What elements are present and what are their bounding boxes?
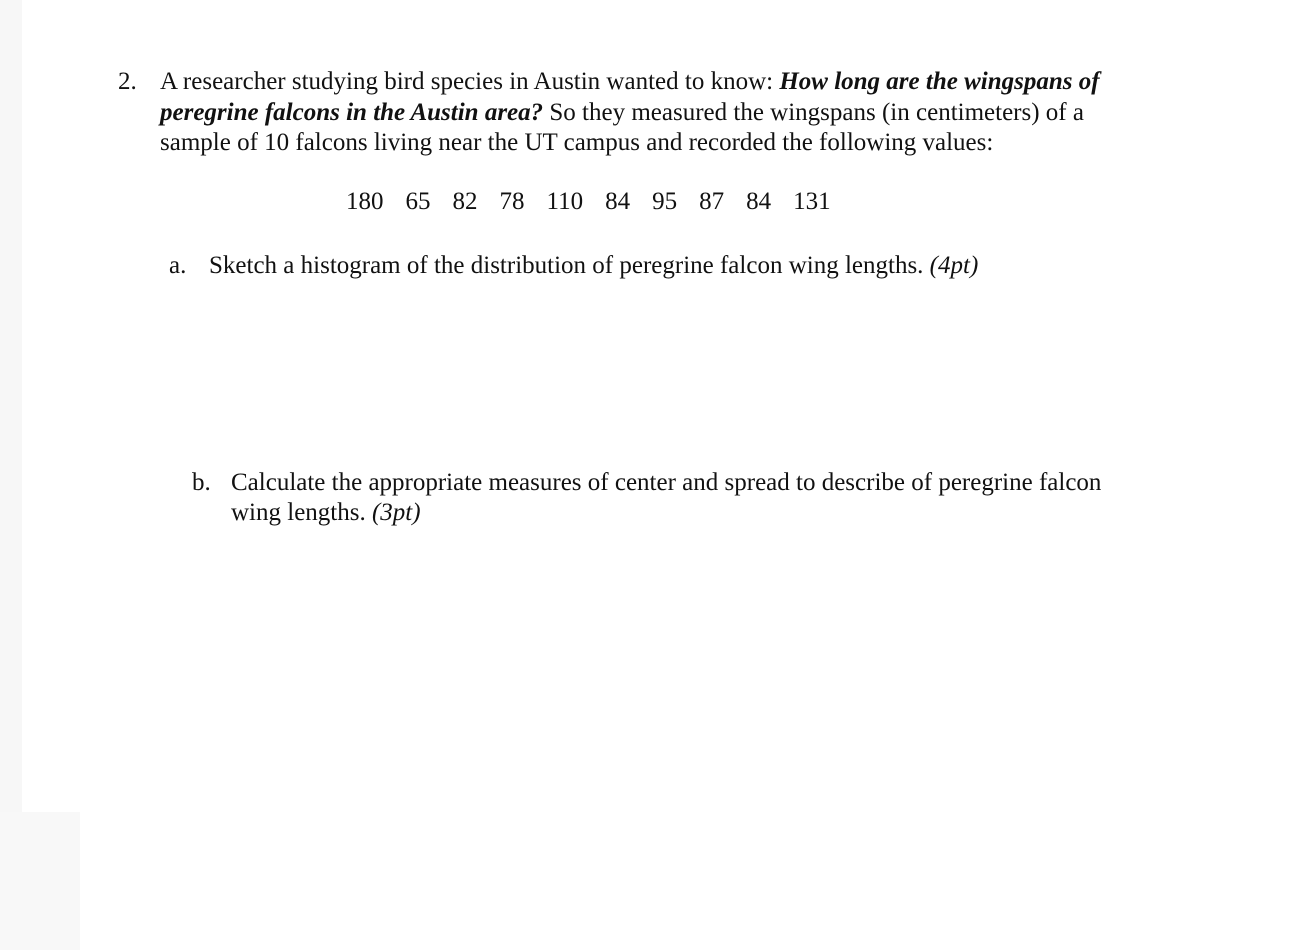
value-item: 87 (699, 188, 725, 215)
value-item: 84 (605, 188, 631, 215)
value-item: 82 (452, 188, 478, 215)
part-b-line-2 (231, 498, 1161, 528)
part-b-marker: b. (192, 469, 211, 496)
wingspan-values (346, 187, 831, 217)
research-question-part-1: How long are the wingspans of (779, 68, 1100, 95)
question-method: So they measured the wingspans (in centimeters) of a (543, 98, 1084, 126)
question-line-3: sample of 10 falcons living near the UT campus and recorded the following values: (160, 129, 994, 156)
part-b-body (231, 468, 1161, 528)
question-number: 2. (118, 68, 137, 95)
part-b-points: (3pt) (371, 499, 421, 526)
left-margin-strip (0, 0, 22, 812)
part-a-marker: a. (169, 252, 187, 279)
question-text (160, 67, 1170, 159)
question-intro: A researcher studying bird species in Austin wanted to know: (160, 68, 780, 95)
value-item: 95 (652, 188, 678, 215)
left-margin-strip-bottom (0, 812, 80, 950)
research-question-part-2: peregrine falcons in the Austin area? (160, 98, 544, 126)
value-item: 84 (746, 188, 772, 215)
value-item: 180 (346, 188, 384, 215)
part-a-text: Sketch a histogram of the distribution of peregrine falcon wing lengths. (209, 252, 930, 279)
question-line-1 (160, 67, 1170, 98)
part-a (169, 251, 978, 281)
part-a-points: (4pt) (929, 252, 979, 279)
part-b-line-1: Calculate the appropriate measures of center and spread to describe of peregrine falcon (231, 469, 1102, 496)
value-item: 78 (499, 188, 525, 215)
value-item: 110 (546, 188, 584, 215)
part-b-text: wing lengths. (231, 499, 372, 526)
value-item: 131 (793, 188, 831, 215)
question-line-2 (160, 98, 1170, 129)
value-item: 65 (405, 188, 431, 215)
